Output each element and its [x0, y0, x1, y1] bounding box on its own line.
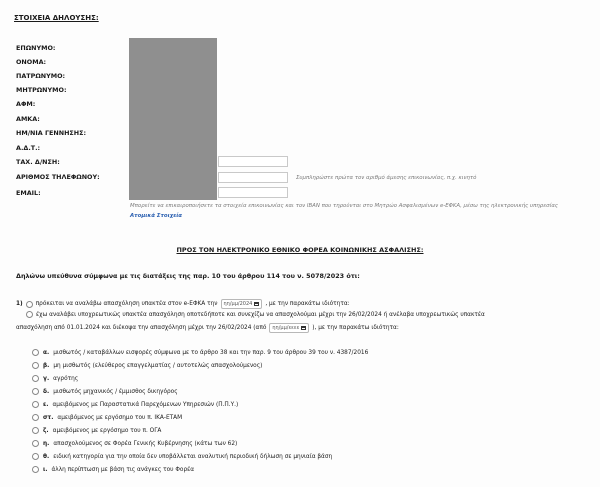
sub-option-radio[interactable]	[32, 427, 39, 434]
address-input[interactable]	[218, 156, 288, 167]
sub-option-z[interactable]	[32, 427, 161, 434]
contact-info-text: Μπορείτε να επικαιροποιήσετε τα στοιχεία επικοινωνίας και τον ΙΒΑΝ που τηρούνται στο Μητρώο Ασφαλισμένων e-ΕΦΚΑ, μέσω της ηλεκτρονικής υπηρεσίας	[130, 203, 559, 209]
field-label-phone: ΑΡΙΘΜΟΣ ΤΗΛΕΦΩΝΟΥ:	[16, 173, 100, 181]
field-label-name: ΟΝΟΜΑ:	[16, 58, 47, 66]
sub-option-radio[interactable]	[32, 466, 39, 473]
option-2-row-line2	[16, 323, 399, 333]
sub-option-text: ειδική κατηγορία για την οποία δεν υποβάλλεται αναλυτική περιοδική δήλωση σε μηνιαία βάση	[53, 453, 333, 460]
sub-option-text: αγρότης	[53, 375, 79, 382]
sub-option-letter: β.	[43, 362, 50, 369]
sub-option-text: μη μισθωτός (ελεύθερος επαγγελματίας / αυτοτελώς απασχολούμενος)	[53, 362, 263, 369]
sub-option-text: αμειβόμενος με εργόσημο του π. ΟΓΑ	[52, 427, 162, 434]
sub-option-c[interactable]	[32, 375, 78, 382]
sub-option-text: αμειβόμενος με Παραστατικά Παρεχόμενων Υπηρεσιών (Π.Π.Υ.)	[52, 401, 239, 408]
recipient-title: ΠΡΟΣ ΤΟΝ ΗΛΕΚΤΡΟΝΙΚΟ ΕΘΝΙΚΟ ΦΟΡΕΑ ΚΟΙΝΩΝΙΚΗΣ ΑΣΦΑΛΙΣΗΣ:	[176, 246, 424, 254]
field-label-afm: ΑΦΜ:	[16, 100, 36, 108]
sub-option-letter: γ.	[43, 375, 50, 382]
email-input[interactable]	[218, 187, 288, 198]
sub-option-letter: στ.	[43, 414, 54, 421]
option-1-date-input[interactable]	[221, 299, 263, 309]
option-1-row	[16, 299, 350, 309]
option-2-text-line2: απασχόληση από 01.01.2024 και διέκοψα την απασχόληση μέχρι την 26/02/2024 (από	[16, 325, 267, 331]
sub-option-radio[interactable]	[32, 414, 39, 421]
sub-option-b[interactable]	[32, 362, 262, 369]
sub-option-d[interactable]	[32, 388, 178, 395]
sub-option-letter: δ.	[43, 388, 50, 395]
sub-option-a[interactable]	[32, 349, 368, 356]
option-1-date-placeholder: ηη/μμ/2024	[223, 301, 253, 307]
calendar-icon[interactable]	[254, 302, 259, 306]
option-1-text: πρόκειται να αναλάβω απασχόληση υπακτέα στον e-ΕΦΚΑ την	[35, 301, 218, 307]
phone-input[interactable]	[218, 172, 288, 183]
option-2-date-placeholder: ηη/μμ/εεεε	[272, 325, 300, 331]
declaration-text: Δηλώνω υπεύθυνα σύμφωνα με τις διατάξεις της παρ. 10 του άρθρου 114 του ν. 5078/2023 ότι:	[16, 272, 360, 280]
sub-option-text: άλλη περίπτωση με βάση τις ανάγκες του Φορέα	[51, 466, 195, 473]
option-2-text-line1: έχω αναλάβει υποχρεωτικώς υπακτέα απασχόληση οποτεδήποτε και συνεχίζω να απασχολούμαι μέχρι την 26/02/2024 ή ανέλαβα υποχρεωτικώς υπακτέα	[36, 311, 485, 318]
sub-option-letter: ε.	[43, 401, 49, 408]
sub-option-i[interactable]	[32, 440, 237, 447]
sub-option-letter: η.	[43, 440, 50, 447]
option-1-radio[interactable]	[26, 301, 33, 308]
sub-option-text: μισθωτός μηχανικός / έμμισθος δικηγόρος	[53, 388, 178, 395]
option-2-row	[26, 311, 485, 318]
sub-option-th[interactable]	[32, 453, 332, 460]
field-label-email: EMAIL:	[16, 189, 41, 197]
field-label-father-name: ΠΑΤΡΩΝΥΜΟ:	[16, 72, 66, 80]
field-label-address: ΤΑΧ. Δ/ΝΣΗ:	[16, 158, 60, 166]
sub-option-radio[interactable]	[32, 375, 39, 382]
sub-option-text: μισθωτός / καταβάλλων εισφορές σύμφωνα με το άρθρο 38 και την παρ. 9 του άρθρου 39 του ν. 4387/2016	[53, 349, 369, 356]
sub-option-radio[interactable]	[32, 453, 39, 460]
option-2-radio[interactable]	[26, 311, 33, 318]
sub-option-radio[interactable]	[32, 388, 39, 395]
sub-option-letter: ζ.	[43, 427, 49, 434]
sub-option-st[interactable]	[32, 414, 182, 421]
calendar-icon[interactable]	[301, 326, 306, 330]
field-label-birth-date: ΗΜ/ΝΙΑ ΓΕΝΝΗΣΗΣ:	[16, 129, 87, 137]
sub-option-letter: ι.	[43, 466, 48, 473]
personal-details-link[interactable]: Ατομικά Στοιχεία	[130, 212, 183, 219]
sub-option-e[interactable]	[32, 401, 238, 408]
option-2-date-input[interactable]	[269, 323, 309, 333]
field-label-id-card: Α.Δ.Τ.:	[16, 144, 41, 152]
field-label-amka: ΑΜΚΑ:	[16, 115, 40, 123]
sub-option-radio[interactable]	[32, 440, 39, 447]
phone-hint: Συμπληρώστε πρώτα τον αριθμό άμεσης επικοινωνίας, π.χ. κινητό	[296, 175, 477, 181]
contact-info-note	[130, 202, 570, 221]
sub-option-text: αμειβόμενος με εργόσημο του π. ΙΚΑ-ΕΤΑΜ	[57, 414, 183, 421]
sub-option-letter: θ.	[43, 453, 50, 460]
sub-option-radio[interactable]	[32, 349, 39, 356]
sub-option-iota[interactable]	[32, 466, 194, 473]
sub-option-letter: α.	[43, 349, 50, 356]
sub-option-text: απασχολούμενος σε Φορέα Γενικής Κυβέρνησης (κάτω των 62)	[53, 440, 238, 447]
option-1-text-after: , με την παρακάτω ιδιότητα:	[265, 301, 350, 307]
question-number: 1)	[16, 301, 23, 307]
sub-option-radio[interactable]	[32, 401, 39, 408]
field-label-mother-name: ΜΗΤΡΩΝΥΜΟ:	[16, 86, 67, 94]
sub-option-radio[interactable]	[32, 362, 39, 369]
section-title: ΣΤΟΙΧΕΙΑ ΔΗΛΟΥΣΗΣ:	[14, 14, 99, 22]
field-label-surname: ΕΠΩΝΥΜΟ:	[16, 44, 56, 52]
option-2-text-after: ), με την παρακάτω ιδιότητα:	[312, 325, 399, 331]
redacted-values-block	[129, 38, 217, 200]
